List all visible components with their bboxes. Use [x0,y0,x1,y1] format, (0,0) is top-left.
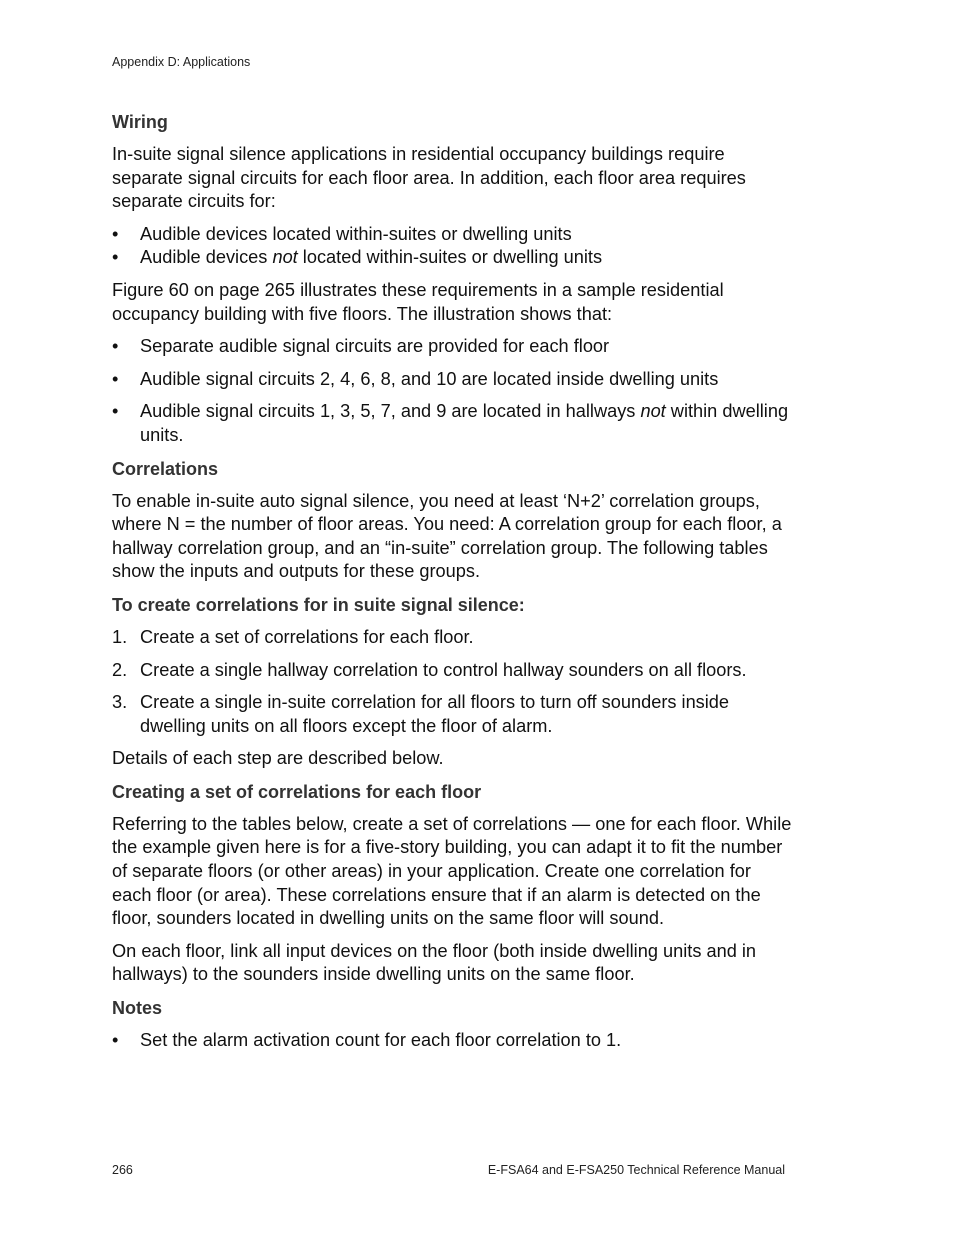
floor-set-paragraph-2: On each floor, link all input devices on the floor (both inside dwelling units and in hallways) to the sounders inside dwelling units on the same floor. [112,940,757,985]
floor-set-heading: Creating a set of correlations for each floor [112,781,482,802]
bullet-glyph: • [112,368,119,389]
bullet-glyph: • [112,336,119,357]
illustration-bullet-list [112,335,792,447]
correlations-paragraph: To enable in-suite auto signal silence, you need at least ‘N+2’ correlation groups, where N = the number of floor areas. You need: A correlation group for each floor, a hallway correlation group, and an “in-suite” correlation group. The following tables show the inputs and outputs for these groups. [112,490,782,582]
bullet-glyph: • [112,401,119,422]
page-body [112,110,792,1062]
wiring-bullet-list [112,223,792,270]
correlations-heading: Correlations [112,458,219,479]
details-paragraph: Details of each step are described below. [112,748,444,769]
manual-title: E-FSA64 and E-FSA250 Technical Reference Manual [487,1163,785,1177]
wiring-paragraph-2: Figure 60 on page 265 illustrates these requirements in a sample residential occupancy building with five floors. The illustration shows that: [112,279,724,324]
notes-heading: Notes [112,998,163,1019]
procedure-step: 2. Create a single hallway correlation to control hallway sounders on all floors. [112,659,747,680]
list-item: • Audible devices located within-suites or dwelling units [112,223,792,247]
list-item: • Separate audible signal circuits are provided for each floor [112,335,792,359]
bullet-glyph: • [112,223,119,244]
page-number: 266 [112,1163,133,1177]
list-item: • Audible signal circuits 2, 4, 6, 8, and 10 are located inside dwelling units [112,368,792,392]
notes-bullet-list [112,1029,792,1053]
wiring-paragraph-1: In-suite signal silence applications in residential occupancy buildings require separate signal circuits for each floor area. In addition, each floor area requires separate circuits for: [112,144,746,212]
list-item: • Set the alarm activation count for each floor correlation to 1. [112,1029,792,1053]
emphasis: not [640,401,666,422]
procedure-step: 3. Create a single in-suite correlation for all floors to turn off sounders inside dwelling units on all floors except the floor of alarm. [112,692,730,736]
list-item: • Audible devices not located within-suites or dwelling units [112,246,792,270]
procedure-steps [112,626,792,738]
bullet-glyph: • [112,1030,119,1051]
procedure-heading: To create correlations for in suite signal silence: [112,594,525,615]
bullet-glyph: • [112,247,119,268]
emphasis: not [272,247,298,268]
list-item: • Audible signal circuits 1, 3, 5, 7, and 9 are located in hallways not within dwelling units. [112,401,789,445]
procedure-step: 1. Create a set of correlations for each floor. [112,626,474,647]
floor-set-paragraph-1: Referring to the tables below, create a set of correlations — one for each floor. While the example given here is for a five-story building, you can adapt it to fit the number of separate floors (or other areas) in your application. Create one correlation for each floor (or area). These correlations ensure that if an alarm is detected on the floor, sounders located in dwelling units on the same floor will sound. [112,813,792,929]
wiring-heading: Wiring [112,112,168,132]
running-header: Appendix D: Applications [112,55,251,69]
